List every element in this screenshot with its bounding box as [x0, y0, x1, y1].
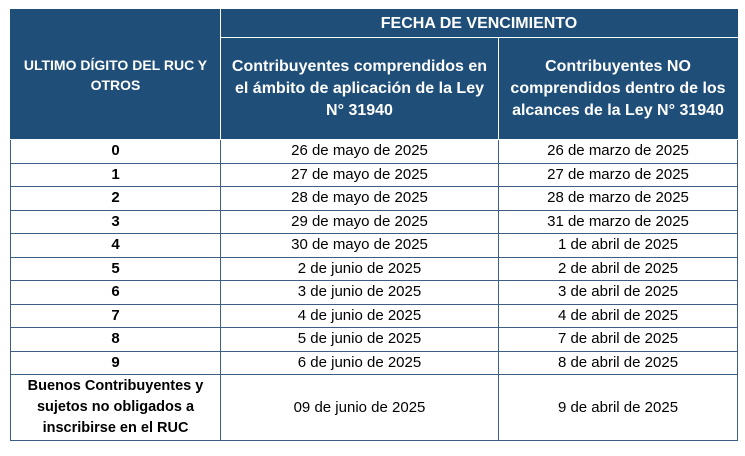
non-law-date-cell: 8 de abril de 2025: [499, 351, 738, 375]
header-non-law-taxpayers: Contribuyentes NO comprendidos dentro de los alcances de la Ley N° 31940: [499, 38, 738, 140]
law-date-cell: 30 de mayo de 2025: [221, 234, 499, 258]
law-date-cell: 26 de mayo de 2025: [221, 140, 499, 164]
law-date-cell: 5 de junio de 2025: [221, 328, 499, 352]
non-law-date-cell: 4 de abril de 2025: [499, 304, 738, 328]
non-law-date-cell: 26 de marzo de 2025: [499, 140, 738, 164]
due-dates-table: [10, 9, 738, 441]
law-date-cell: 4 de junio de 2025: [221, 304, 499, 328]
header-law-taxpayers: Contribuyentes comprendidos en el ámbito de aplicación de la Ley N° 31940: [221, 38, 499, 140]
law-date-cell: 27 de mayo de 2025: [221, 163, 499, 187]
table-row: [11, 187, 738, 211]
non-law-date-cell: 9 de abril de 2025: [499, 375, 738, 441]
table-row: [11, 351, 738, 375]
ruc-digit-cell: 7: [11, 304, 221, 328]
table-row: [11, 304, 738, 328]
table-row: [11, 210, 738, 234]
table-row-special: [11, 375, 738, 441]
non-law-date-cell: 7 de abril de 2025: [499, 328, 738, 352]
header-last-digit: ULTIMO DÍGITO DEL RUC Y OTROS: [11, 10, 221, 140]
law-date-cell: 09 de junio de 2025: [221, 375, 499, 441]
header-due-date-group: FECHA DE VENCIMIENTO: [221, 10, 738, 38]
law-date-cell: 2 de junio de 2025: [221, 257, 499, 281]
non-law-date-cell: 28 de marzo de 2025: [499, 187, 738, 211]
non-law-date-cell: 1 de abril de 2025: [499, 234, 738, 258]
ruc-digit-cell: 5: [11, 257, 221, 281]
table-row: [11, 234, 738, 258]
special-taxpayers-label: Buenos Contribuyentes y sujetos no obligados a inscribirse en el RUC: [11, 375, 221, 441]
table-row: [11, 140, 738, 164]
ruc-digit-cell: 2: [11, 187, 221, 211]
table-row: [11, 328, 738, 352]
table-row: [11, 281, 738, 305]
ruc-digit-cell: 1: [11, 163, 221, 187]
non-law-date-cell: 27 de marzo de 2025: [499, 163, 738, 187]
ruc-digit-cell: 3: [11, 210, 221, 234]
ruc-digit-cell: 4: [11, 234, 221, 258]
non-law-date-cell: 2 de abril de 2025: [499, 257, 738, 281]
law-date-cell: 3 de junio de 2025: [221, 281, 499, 305]
non-law-date-cell: 3 de abril de 2025: [499, 281, 738, 305]
law-date-cell: 28 de mayo de 2025: [221, 187, 499, 211]
ruc-digit-cell: 6: [11, 281, 221, 305]
law-date-cell: 6 de junio de 2025: [221, 351, 499, 375]
law-date-cell: 29 de mayo de 2025: [221, 210, 499, 234]
non-law-date-cell: 31 de marzo de 2025: [499, 210, 738, 234]
table-row: [11, 257, 738, 281]
ruc-digit-cell: 9: [11, 351, 221, 375]
ruc-digit-cell: 0: [11, 140, 221, 164]
table-row: [11, 163, 738, 187]
ruc-digit-cell: 8: [11, 328, 221, 352]
